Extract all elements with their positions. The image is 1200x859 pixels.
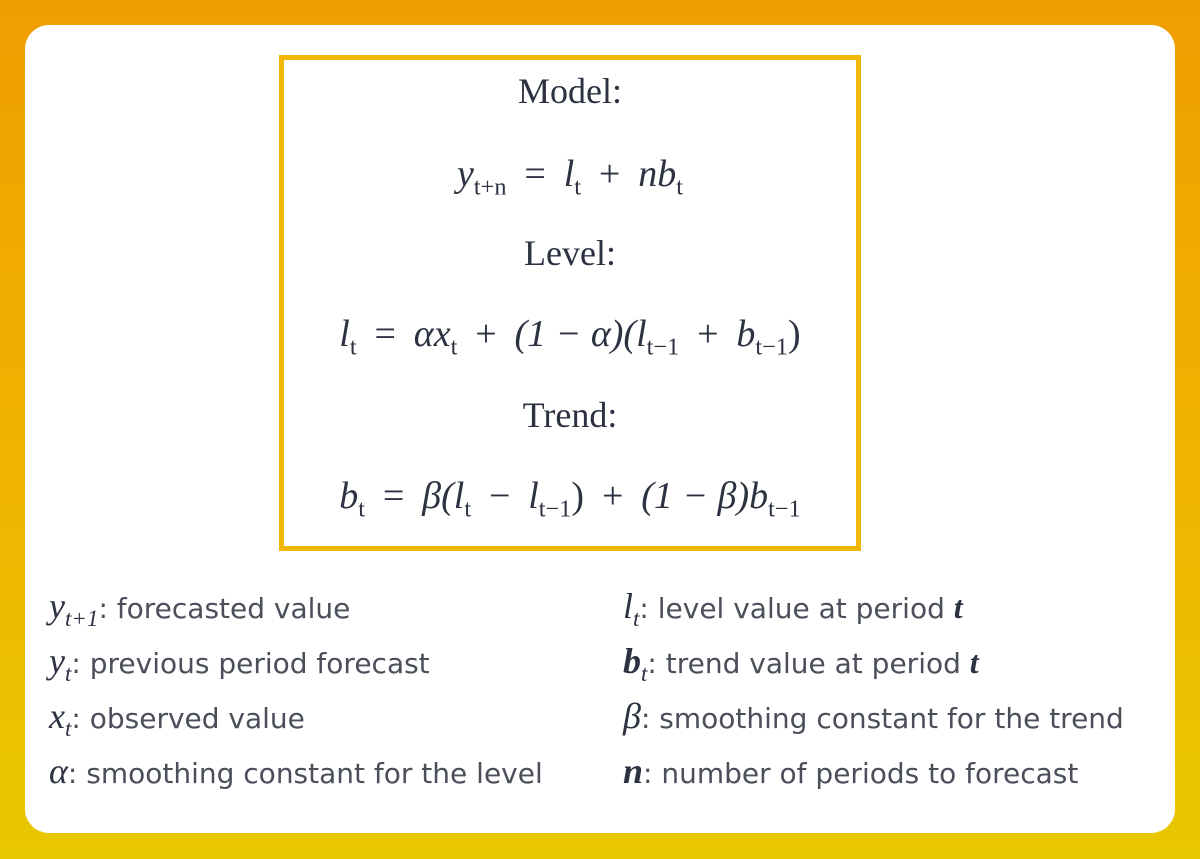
formula-box — [279, 55, 861, 551]
definition-l — [623, 585, 963, 632]
tr-minus: − — [488, 475, 511, 517]
def-sub: t — [64, 715, 72, 742]
tr-b-prev-sub: t−1 — [768, 495, 801, 523]
def-symbol: β — [623, 696, 641, 736]
tr-l-sub: t — [464, 495, 472, 523]
def-tail: t — [969, 644, 979, 680]
def-symbol: x — [49, 696, 65, 736]
level-heading: Level: — [524, 233, 616, 273]
tr-l2-sub: t−1 — [538, 495, 572, 523]
definition-beta — [623, 695, 1124, 737]
trend-equation — [284, 474, 856, 523]
eq-y-sub: t+n — [473, 173, 507, 201]
def-symbol: l — [623, 586, 634, 626]
def-text: : number of periods to forecast — [643, 757, 1079, 790]
eq-y: y — [457, 153, 474, 195]
model-equation — [284, 152, 856, 201]
definition-n — [623, 750, 1078, 792]
definition-y-next — [49, 585, 351, 632]
def-tail: t — [953, 589, 963, 625]
trend-heading: Trend: — [522, 395, 618, 435]
eq-nb-sub: t — [676, 173, 683, 201]
lev-ax-sub: t — [450, 333, 458, 361]
def-text: : smoothing constant for the level — [67, 757, 543, 790]
lev-plus2: + — [697, 313, 719, 355]
def-symbol: y — [49, 586, 65, 626]
lev-b: b — [736, 313, 756, 355]
lev-plus: + — [475, 313, 497, 355]
def-text: : trend value at period — [647, 647, 970, 680]
lev-l-prev-sub: t−1 — [646, 333, 680, 361]
lev-ax: αx — [413, 313, 451, 355]
def-text: : smoothing constant for the trend — [640, 702, 1124, 735]
lev-l: l — [339, 313, 350, 355]
def-sub: t — [633, 605, 640, 632]
def-text: : forecasted value — [98, 592, 351, 625]
tr-equals: = — [382, 475, 405, 517]
tr-beta: β(l — [422, 475, 465, 517]
tr-close: ) — [571, 475, 585, 517]
definition-alpha — [49, 750, 543, 792]
lev-paren: (1 − α)(l — [514, 313, 647, 355]
def-symbol: b — [623, 641, 641, 681]
eq-l-sub: t — [574, 173, 582, 201]
eq-l: l — [563, 153, 575, 195]
tr-plus: + — [601, 475, 624, 517]
def-text: : observed value — [71, 702, 305, 735]
def-sub: t+1 — [64, 605, 99, 632]
def-symbol: α — [49, 751, 68, 791]
tr-b-sub: t — [358, 495, 366, 523]
definition-b — [623, 640, 979, 687]
def-symbol: n — [623, 751, 644, 791]
tr-paren: (1 − β)b — [641, 475, 769, 517]
definition-y-current — [49, 640, 430, 687]
eq-nb: nb — [638, 153, 677, 195]
lev-equals: = — [374, 313, 396, 355]
definition-x — [49, 695, 305, 742]
lev-close: ) — [788, 313, 801, 355]
tr-l2: l — [528, 475, 539, 517]
content-card — [25, 25, 1175, 833]
lev-l-sub: t — [349, 333, 357, 361]
eq-equals: = — [524, 153, 546, 195]
tr-b: b — [339, 475, 359, 517]
lev-b-sub: t−1 — [755, 333, 789, 361]
eq-plus: + — [598, 153, 621, 195]
def-text: : previous period forecast — [71, 647, 430, 680]
def-sub: t — [641, 660, 648, 687]
model-heading: Model: — [518, 71, 622, 111]
def-symbol: y — [49, 641, 65, 681]
def-text: : level value at period — [639, 592, 954, 625]
def-sub: t — [64, 660, 72, 687]
level-equation — [284, 312, 856, 361]
